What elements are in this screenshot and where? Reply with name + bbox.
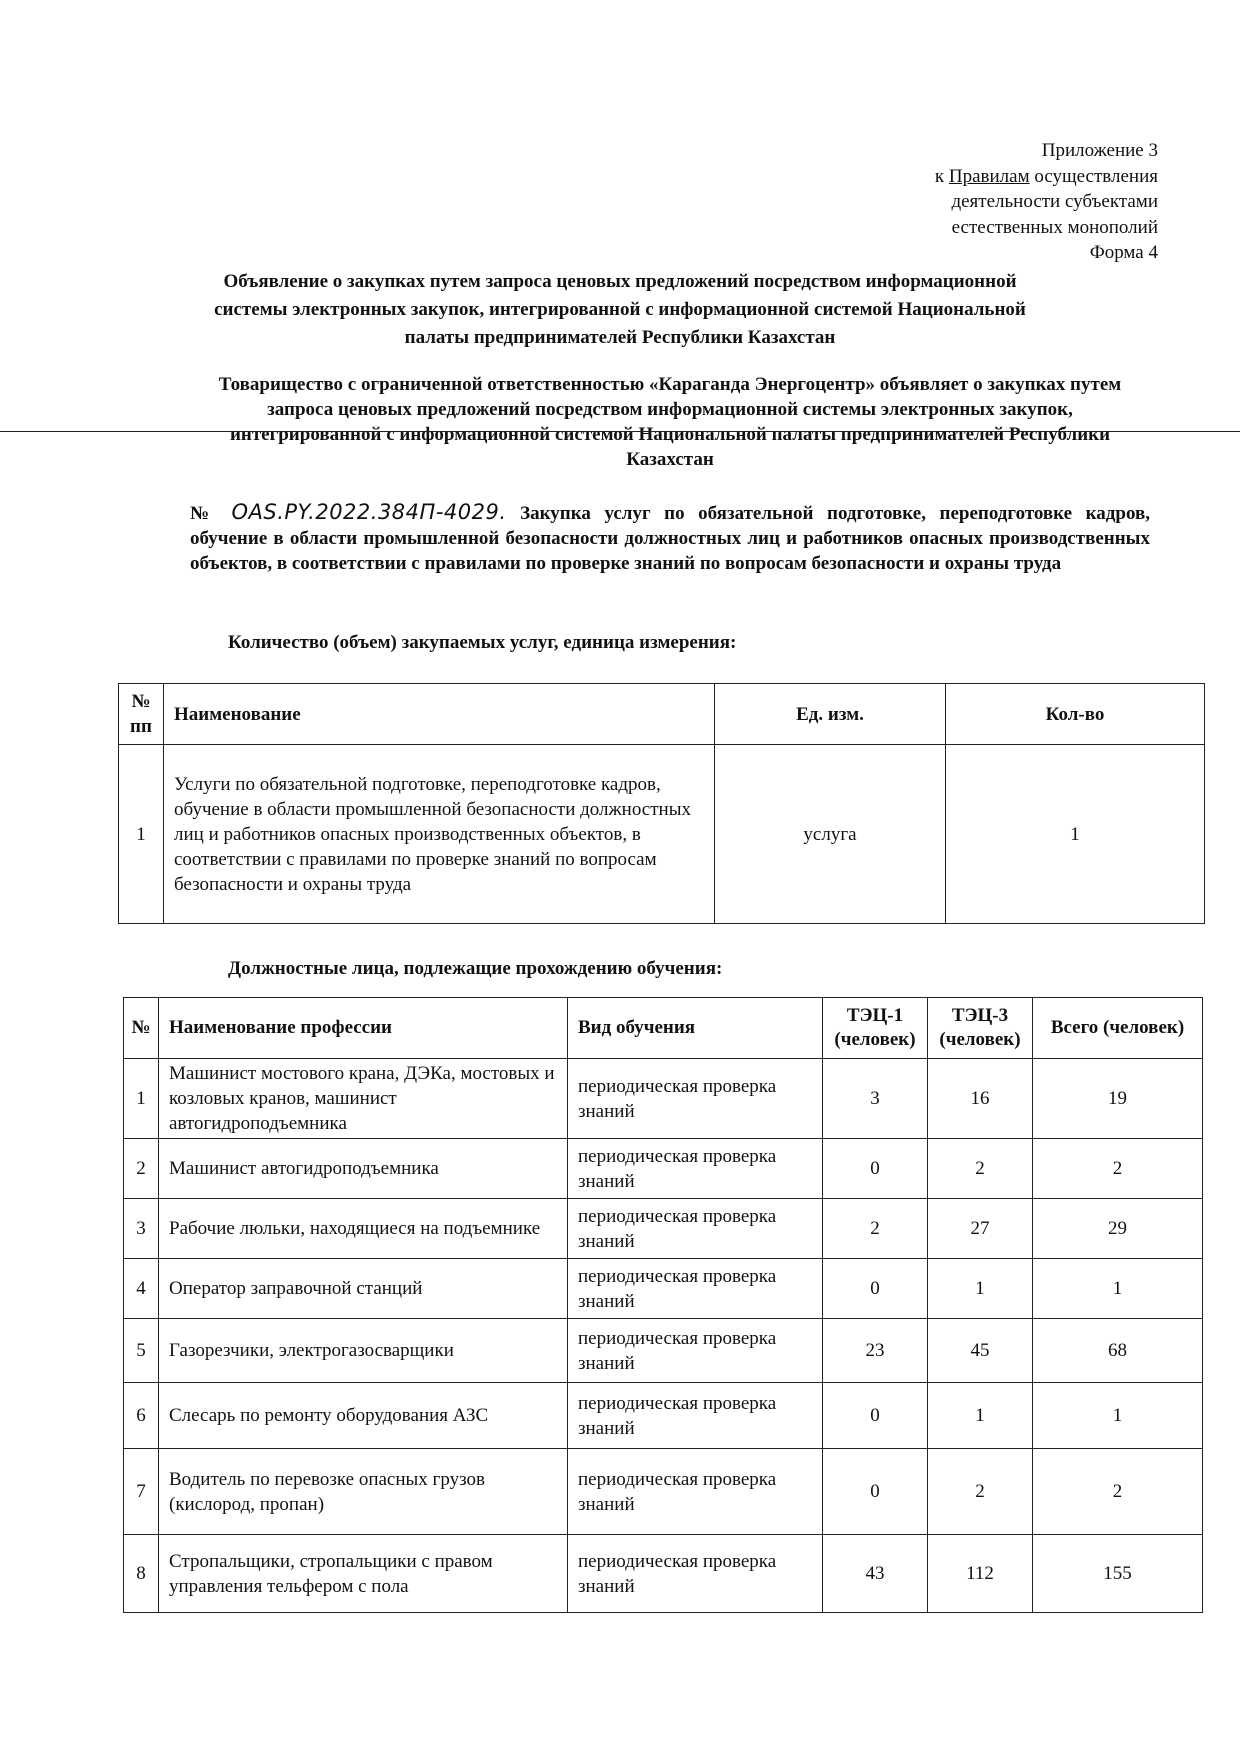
cell-tec1: 0 bbox=[823, 1449, 928, 1535]
cell-profession: Водитель по перевозке опасных грузов (кислород, пропан) bbox=[159, 1449, 568, 1535]
cell-unit: услуга bbox=[715, 745, 946, 924]
cell-training-type: периодическая проверка знаний bbox=[568, 1199, 823, 1259]
cell-tec3: 2 bbox=[928, 1139, 1033, 1199]
header-total: Всего (человек) bbox=[1033, 998, 1203, 1059]
organization-announcement: Товарищество с ограниченной ответственностью «Караганда Энергоцентр» объявляет о закупках путем запроса ценовых предложений посредством информационной системы электронных закупок, интегрированной с информационной системой Национальной палаты предпринимателей Республики Казахстан bbox=[218, 374, 1122, 470]
appendix-line-3: деятельности субъектами bbox=[951, 191, 1158, 212]
cell-tec3: 1 bbox=[928, 1259, 1033, 1319]
cell-num: 1 bbox=[124, 1059, 159, 1139]
cell-tec1: 0 bbox=[823, 1139, 928, 1199]
cell-tec3: 2 bbox=[928, 1449, 1033, 1535]
table-row bbox=[124, 1449, 1203, 1535]
lot-description bbox=[190, 500, 1150, 576]
table-row bbox=[124, 1535, 1203, 1613]
cell-num: 4 bbox=[124, 1259, 159, 1319]
table-row bbox=[124, 1199, 1203, 1259]
table-row bbox=[124, 1259, 1203, 1319]
cell-total: 1 bbox=[1033, 1383, 1203, 1449]
cell-name: Услуги по обязательной подготовке, переподготовке кадров, обучение в области промышленной безопасности должностных лиц и работников опасных производственных объектов, в соответствии с правилами по проверке знаний по вопросам безопасности и охраны труда bbox=[164, 745, 715, 924]
cell-tec1: 2 bbox=[823, 1199, 928, 1259]
cell-qty: 1 bbox=[946, 745, 1205, 924]
cell-total: 2 bbox=[1033, 1139, 1203, 1199]
cell-profession: Машинист автогидроподъемника bbox=[159, 1139, 568, 1199]
staff-table bbox=[123, 997, 1203, 1613]
cell-tec3: 45 bbox=[928, 1319, 1033, 1383]
scan-divider-line bbox=[0, 431, 1240, 432]
header-tec1: ТЭЦ-1 (человек) bbox=[823, 998, 928, 1059]
cell-total: 19 bbox=[1033, 1059, 1203, 1139]
cell-tec1: 3 bbox=[823, 1059, 928, 1139]
header-num: № пп bbox=[119, 684, 164, 745]
appendix-line-2 bbox=[935, 164, 1158, 190]
document-title: Объявление о закупках путем запроса ценовых предложений посредством информационной системы электронных закупок, интегрированной с информационной системой Национальной палаты предпринимателей Республики Казахстан bbox=[214, 271, 1026, 348]
cell-num: 5 bbox=[124, 1319, 159, 1383]
cell-training-type: периодическая проверка знаний bbox=[568, 1383, 823, 1449]
header-profession: Наименование профессии bbox=[159, 998, 568, 1059]
quantity-table-header bbox=[119, 684, 1205, 745]
cell-training-type: периодическая проверка знаний bbox=[568, 1449, 823, 1535]
appendix-note bbox=[935, 138, 1158, 266]
table-row bbox=[124, 1383, 1203, 1449]
cell-total: 68 bbox=[1033, 1319, 1203, 1383]
table-row bbox=[119, 745, 1205, 924]
cell-num: 2 bbox=[124, 1139, 159, 1199]
appendix-line-2-prefix: к bbox=[934, 165, 949, 187]
cell-tec3: 27 bbox=[928, 1199, 1033, 1259]
cell-training-type: периодическая проверка знаний bbox=[568, 1139, 823, 1199]
cell-training-type: периодическая проверка знаний bbox=[568, 1259, 823, 1319]
cell-num: 6 bbox=[124, 1383, 159, 1449]
header-qty: Кол-во bbox=[946, 684, 1205, 745]
cell-training-type: периодическая проверка знаний bbox=[568, 1319, 823, 1383]
cell-profession: Стропальщики, стропальщики с правом управления тельфером с пола bbox=[159, 1535, 568, 1613]
rules-link-text: Правилам bbox=[948, 165, 1030, 187]
cell-tec1: 0 bbox=[823, 1259, 928, 1319]
form-number: Форма 4 bbox=[1089, 242, 1158, 263]
staff-table-header bbox=[124, 998, 1203, 1059]
cell-num: 1 bbox=[119, 745, 164, 924]
appendix-line-4: естественных монополий bbox=[951, 216, 1158, 238]
staff-section-heading: Должностные лица, подлежащие прохождению обучения: bbox=[228, 958, 723, 979]
header-num: № bbox=[124, 998, 159, 1059]
table-row bbox=[124, 1319, 1203, 1383]
quantity-section-heading: Количество (объем) закупаемых услуг, единица измерения: bbox=[228, 632, 737, 653]
cell-num: 7 bbox=[124, 1449, 159, 1535]
header-training-type: Вид обучения bbox=[568, 998, 823, 1059]
cell-tec3: 112 bbox=[928, 1535, 1033, 1613]
lot-text: Закупка услуг по обязательной подготовке, переподготовке кадров, обучение в области промышленной безопасности должностных лиц и работников опасных производственных объектов, в соответствии с правилами по проверке знаний по вопросам безопасности и охраны труда bbox=[190, 503, 1151, 574]
cell-total: 29 bbox=[1033, 1199, 1203, 1259]
cell-profession: Оператор заправочной станций bbox=[159, 1259, 568, 1319]
lot-number-prefix: № bbox=[190, 503, 218, 524]
lot-number: OAS.PY.2022.384П-4029. bbox=[231, 500, 507, 524]
cell-profession: Рабочие люльки, находящиеся на подъемнике bbox=[159, 1199, 568, 1259]
cell-tec1: 43 bbox=[823, 1535, 928, 1613]
cell-num: 3 bbox=[124, 1199, 159, 1259]
cell-training-type: периодическая проверка знаний bbox=[568, 1059, 823, 1139]
appendix-line-1: Приложение 3 bbox=[1041, 140, 1158, 161]
cell-total: 155 bbox=[1033, 1535, 1203, 1613]
cell-profession: Машинист мостового крана, ДЭКа, мостовых и козловых кранов, машинист автогидроподъемника bbox=[159, 1059, 568, 1139]
table-row bbox=[124, 1139, 1203, 1199]
cell-training-type: периодическая проверка знаний bbox=[568, 1535, 823, 1613]
cell-tec3: 16 bbox=[928, 1059, 1033, 1139]
header-unit: Ед. изм. bbox=[715, 684, 946, 745]
quantity-table bbox=[118, 683, 1205, 924]
cell-profession: Слесарь по ремонту оборудования АЗС bbox=[159, 1383, 568, 1449]
cell-tec1: 0 bbox=[823, 1383, 928, 1449]
header-name: Наименование bbox=[164, 684, 715, 745]
cell-total: 1 bbox=[1033, 1259, 1203, 1319]
cell-total: 2 bbox=[1033, 1449, 1203, 1535]
table-row bbox=[124, 1059, 1203, 1139]
cell-tec1: 23 bbox=[823, 1319, 928, 1383]
header-tec3: ТЭЦ-3 (человек) bbox=[928, 998, 1033, 1059]
cell-tec3: 1 bbox=[928, 1383, 1033, 1449]
cell-num: 8 bbox=[124, 1535, 159, 1613]
cell-profession: Газорезчики, электрогазосварщики bbox=[159, 1319, 568, 1383]
appendix-line-2-suffix: осуществления bbox=[1029, 165, 1158, 187]
